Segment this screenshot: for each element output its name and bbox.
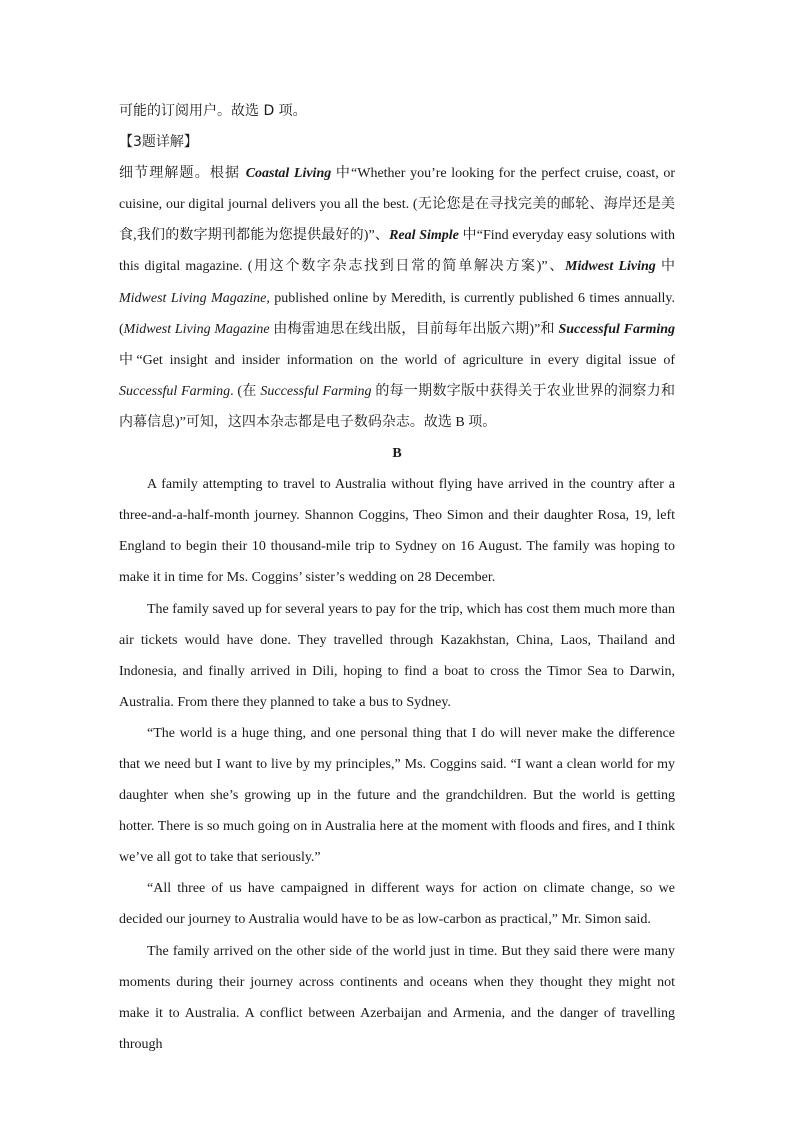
magazine-title-midwest-living: Midwest Living xyxy=(565,259,656,275)
passage-paragraph-4: “All three of us have campaigned in different ways for action on climate change, so we decided our journey to Australia would have to be as low-carbon as practical,” Mr. Simon said. xyxy=(119,881,675,928)
q3-text-1: 细节理解题。根据 xyxy=(119,165,246,182)
q3-text-9: 的每一期数字版中获得关于农业世界的洞察力和内幕信息)”可知，这四本杂志都是电子数码杂志。故选 B 项。 xyxy=(119,383,675,430)
document-page xyxy=(119,96,675,1060)
q3-text-3: 中“Find everyday easy solutions with this digital magazine. (用这个数字杂志找到日常的简单解决方案)”、 xyxy=(119,228,675,275)
passage-paragraph-1: A family attempting to travel to Australia without flying have arrived in the country after a three-and-a-half-month journey. Shannon Coggins, Theo Simon and their daughter Rosa, 19, left England to begin their 10 thousand-mile trip to Sydney on 16 August. The family was hoping to make it in time for Ms. Coggins’ sister’s wedding on 28 December. xyxy=(119,477,675,586)
passage-paragraph-5: The family arrived on the other side of the world just in time. But they said there were many moments during their journey across continents and oceans when they thought they might not make it to Australia. A conflict between Azerbaijan and Armenia, and the danger of travelling through xyxy=(119,943,675,1052)
passage-paragraph-2: The family saved up for several years to pay for the trip, which has cost them much more than air tickets would have done. They travelled through Kazakhstan, China, Laos, Thailand and Indonesia, and finally arrived in Dili, hoping to find a boat to cross the Timor Sea to Darwin, Australia. From there they planned to take a bus to Sydney. xyxy=(119,601,675,710)
passage-paragraph-3: “The world is a huge thing, and one personal thing that I do will never make the difference that we need but I want to live by my principles,” Ms. Coggins said. “I want a clean world for my daughter when she’s growing up in the future and the grandchildren. But the world is getting hotter. There is so much going on in Australia here at the moment with floods and fires, and I think we’ve all got to take that seriously.” xyxy=(119,725,675,866)
q3-text-5: , published online by Meredith, is currently published 6 times annually. ( xyxy=(119,290,675,337)
q3-text-7: 中“Get insight and insider information on the world of agriculture in every digital issue of xyxy=(119,352,675,368)
magazine-title-successful-farming: Successful Farming xyxy=(558,321,676,337)
magazine-title-successful-farming-2: Successful Farming xyxy=(119,383,231,399)
section-label: B xyxy=(392,446,402,462)
previous-answer-line: 可能的订阅用户。故选 D 项。 xyxy=(119,103,307,119)
magazine-title-midwest-living-magazine-2: Midwest Living Magazine xyxy=(123,321,270,337)
q3-text-8: . (在 xyxy=(230,383,261,399)
magazine-title-midwest-living-magazine: Midwest Living Magazine xyxy=(119,290,267,306)
q3-text-4: 中 xyxy=(655,259,676,275)
magazine-title-successful-farming-3: Successful Farming xyxy=(260,383,372,399)
q3-text-2: 中“Whether you’re looking for the perfect cruise, coast, or cuisine, our digital journal delivers you all the best. (无论您是在寻找完美的邮轮、海岸还是美食,我们的数字期刊都能为您提供最好的)”、 xyxy=(119,166,675,244)
magazine-title-real-simple: Real Simple xyxy=(389,228,459,244)
q3-text-6: 由梅雷迪思在线出版，目前每年出版六期)”和 xyxy=(269,321,559,337)
q3-heading: 【3题详解】 xyxy=(119,134,198,151)
q3-explanation xyxy=(119,158,675,438)
magazine-title-coastal-living: Coastal Living xyxy=(245,166,332,182)
